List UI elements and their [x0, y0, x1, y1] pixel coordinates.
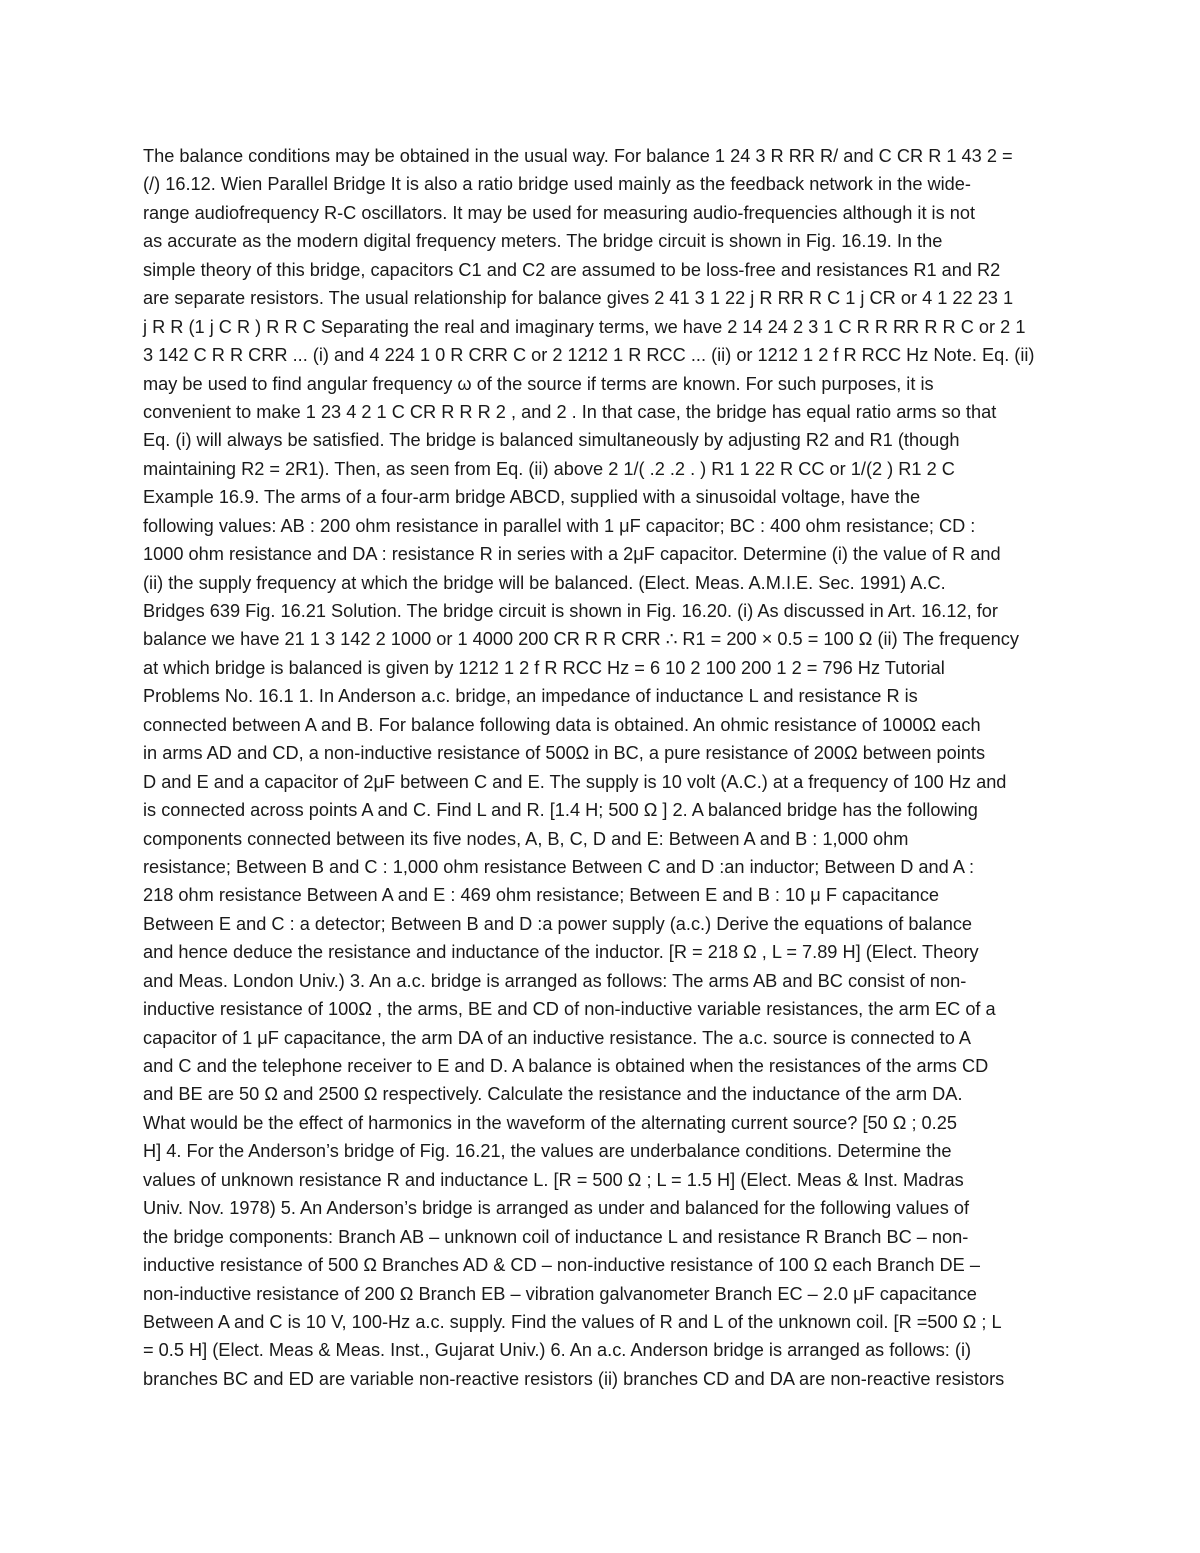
text-line: = 0.5 H] (Elect. Meas & Meas. Inst., Gujarat Univ.) 6. An a.c. Anderson bridge is arranged as follows: (i)	[143, 1340, 972, 1361]
text-line: components connected between its five nodes, A, B, C, D and E: Between A and B : 1,000 ohm	[143, 828, 909, 849]
text-line: D and E and a capacitor of 2μF between C and E. The supply is 10 volt (A.C.) at a frequency of 100 Hz and	[143, 771, 1007, 792]
text-line: Bridges 639 Fig. 16.21 Solution. The bridge circuit is shown in Fig. 16.20. (i) As discussed in Art. 16.12, for	[143, 601, 998, 621]
text-line: the bridge components: Branch AB – unknown coil of inductance L and resistance R Branch BC – non-	[143, 1226, 969, 1247]
text-line: Eq. (i) will always be satisfied. The bridge is balanced simultaneously by adjusting R2 and R1 (though	[143, 430, 960, 451]
text-line: simple theory of this bridge, capacitors C1 and C2 are assumed to be loss-free and resistances R1 and R2	[143, 259, 1001, 280]
text-line: j R R (1 j C R ) R R C Separating the real and imaginary terms, we have 2 14 24 2 3 1 C R R RR R R C or 2 1	[143, 316, 1026, 337]
text-line: and Meas. London Univ.) 3. An a.c. bridge is arranged as follows: The arms AB and BC consist of non-	[143, 970, 967, 991]
text-line: H] 4. For the Anderson’s bridge of Fig. 16.21, the values are underbalance conditions. Determine the	[143, 1141, 952, 1162]
text-line: and C and the telephone receiver to E and D. A balance is obtained when the resistances of the arms CD	[143, 1056, 989, 1076]
text-line: range audiofrequency R-C oscillators. It may be used for measuring audio-frequencies although it is not	[143, 202, 976, 223]
text-line: resistance; Between B and C : 1,000 ohm resistance Between C and D :an inductor; Between D and A :	[143, 856, 975, 877]
text-line: Univ. Nov. 1978) 5. An Anderson’s bridge is arranged as under and balanced for the following values of	[143, 1198, 970, 1219]
text-line: connected between A and B. For balance following data is obtained. An ohmic resistance of 1000Ω each	[143, 714, 981, 735]
text-line: branches BC and ED are variable non-reactive resistors (ii) branches CD and DA are non-reactive resistors	[143, 1368, 1005, 1389]
text-line: as accurate as the modern digital frequency meters. The bridge circuit is shown in Fig. 16.19. In the	[143, 231, 943, 252]
text-line: Example 16.9. The arms of a four-arm bridge ABCD, supplied with a sinusoidal voltage, have the	[143, 487, 921, 508]
text-line: Between E and C : a detector; Between B and D :a power supply (a.c.) Derive the equations of balance	[143, 913, 973, 934]
text-line: inductive resistance of 500 Ω Branches AD & CD – non-inductive resistance of 100 Ω each Branch DE –	[143, 1255, 980, 1276]
text-line: 218 ohm resistance Between A and E : 469 ohm resistance; Between E and B : 10 μ F capacitance	[143, 885, 940, 906]
text-line: balance we have 21 1 3 142 2 1000 or 1 4000 200 CR R R CRR ∴ R1 = 200 × 0.5 = 100 Ω (ii) The frequency	[143, 629, 1019, 650]
text-line: in arms AD and CD, a non-inductive resistance of 500Ω in BC, a pure resistance of 200Ω between points	[143, 743, 986, 764]
text-line: convenient to make 1 23 4 2 1 C CR R R R 2 , and 2 . In that case, the bridge has equal ratio arms so that	[143, 401, 997, 422]
text-line: following values: AB : 200 ohm resistance in parallel with 1 μF capacitor; BC : 400 ohm resistance; CD :	[143, 515, 976, 536]
text-line: Between A and C is 10 V, 100-Hz a.c. supply. Find the values of R and L of the unknown coil. [R =500 Ω ; L	[143, 1311, 1002, 1332]
text-line: Problems No. 16.1 1. In Anderson a.c. bridge, an impedance of inductance L and resistance R is	[143, 686, 918, 707]
text-line: 1000 ohm resistance and DA : resistance R in series with a 2μF capacitor. Determine (i) the value of R and	[143, 544, 1001, 565]
text-line: inductive resistance of 100Ω , the arms, BE and CD of non-inductive variable resistances, the arm EC of a	[143, 999, 996, 1020]
text-line: maintaining R2 = 2R1). Then, as seen from Eq. (ii) above 2 1/( .2 .2 . ) R1 1 22 R CC or 1/(2 ) R1 2 C	[143, 458, 955, 479]
text-line: (/) 16.12. Wien Parallel Bridge It is also a ratio bridge used mainly as the feedback network in the wide-	[143, 174, 971, 195]
text-line: may be used to find angular frequency ω of the source if terms are known. For such purposes, it is	[143, 373, 934, 394]
text-line: is connected across points A and C. Find L and R. [1.4 H; 500 Ω ] 2. A balanced bridge has the following	[143, 800, 978, 821]
text-line: and BE are 50 Ω and 2500 Ω respectively. Calculate the resistance and the inductance of the arm DA.	[143, 1084, 963, 1105]
text-line: 3 142 C R R CRR ... (i) and 4 224 1 0 R CRR C or 2 1212 1 R RCC ... (ii) or 1212 1 2 f R RCC Hz Note. Eq. (ii)	[143, 345, 1035, 366]
text-line: values of unknown resistance R and inductance L. [R = 500 Ω ; L = 1.5 H] (Elect. Meas & Inst. Madras	[143, 1169, 964, 1190]
text-line: capacitor of 1 μF capacitance, the arm DA of an inductive resistance. The a.c. source is connected to A	[143, 1027, 972, 1048]
text-line: are separate resistors. The usual relationship for balance gives 2 41 3 1 22 j R RR R C 1 j CR or 4 1 22 23 1	[143, 288, 1014, 309]
text-line: (ii) the supply frequency at which the bridge will be balanced. (Elect. Meas. A.M.I.E. Sec. 1991) A.C.	[143, 572, 946, 593]
text-line: and hence deduce the resistance and inductance of the inductor. [R = 218 Ω , L = 7.89 H] (Elect. Theory	[143, 942, 979, 963]
body-text	[143, 142, 1063, 1393]
text-line: non-inductive resistance of 200 Ω Branch EB – vibration galvanometer Branch EC – 2.0 μF capacitance	[143, 1283, 977, 1304]
text-line: at which bridge is balanced is given by 1212 1 2 f R RCC Hz = 6 10 2 100 200 1 2 = 796 Hz Tutorial	[143, 657, 945, 678]
text-line: The balance conditions may be obtained in the usual way. For balance 1 24 3 R RR R/ and C CR R 1 43 2 =	[143, 146, 1013, 166]
text-line: What would be the effect of harmonics in the waveform of the alternating current source? [50 Ω ; 0.25	[143, 1112, 957, 1133]
